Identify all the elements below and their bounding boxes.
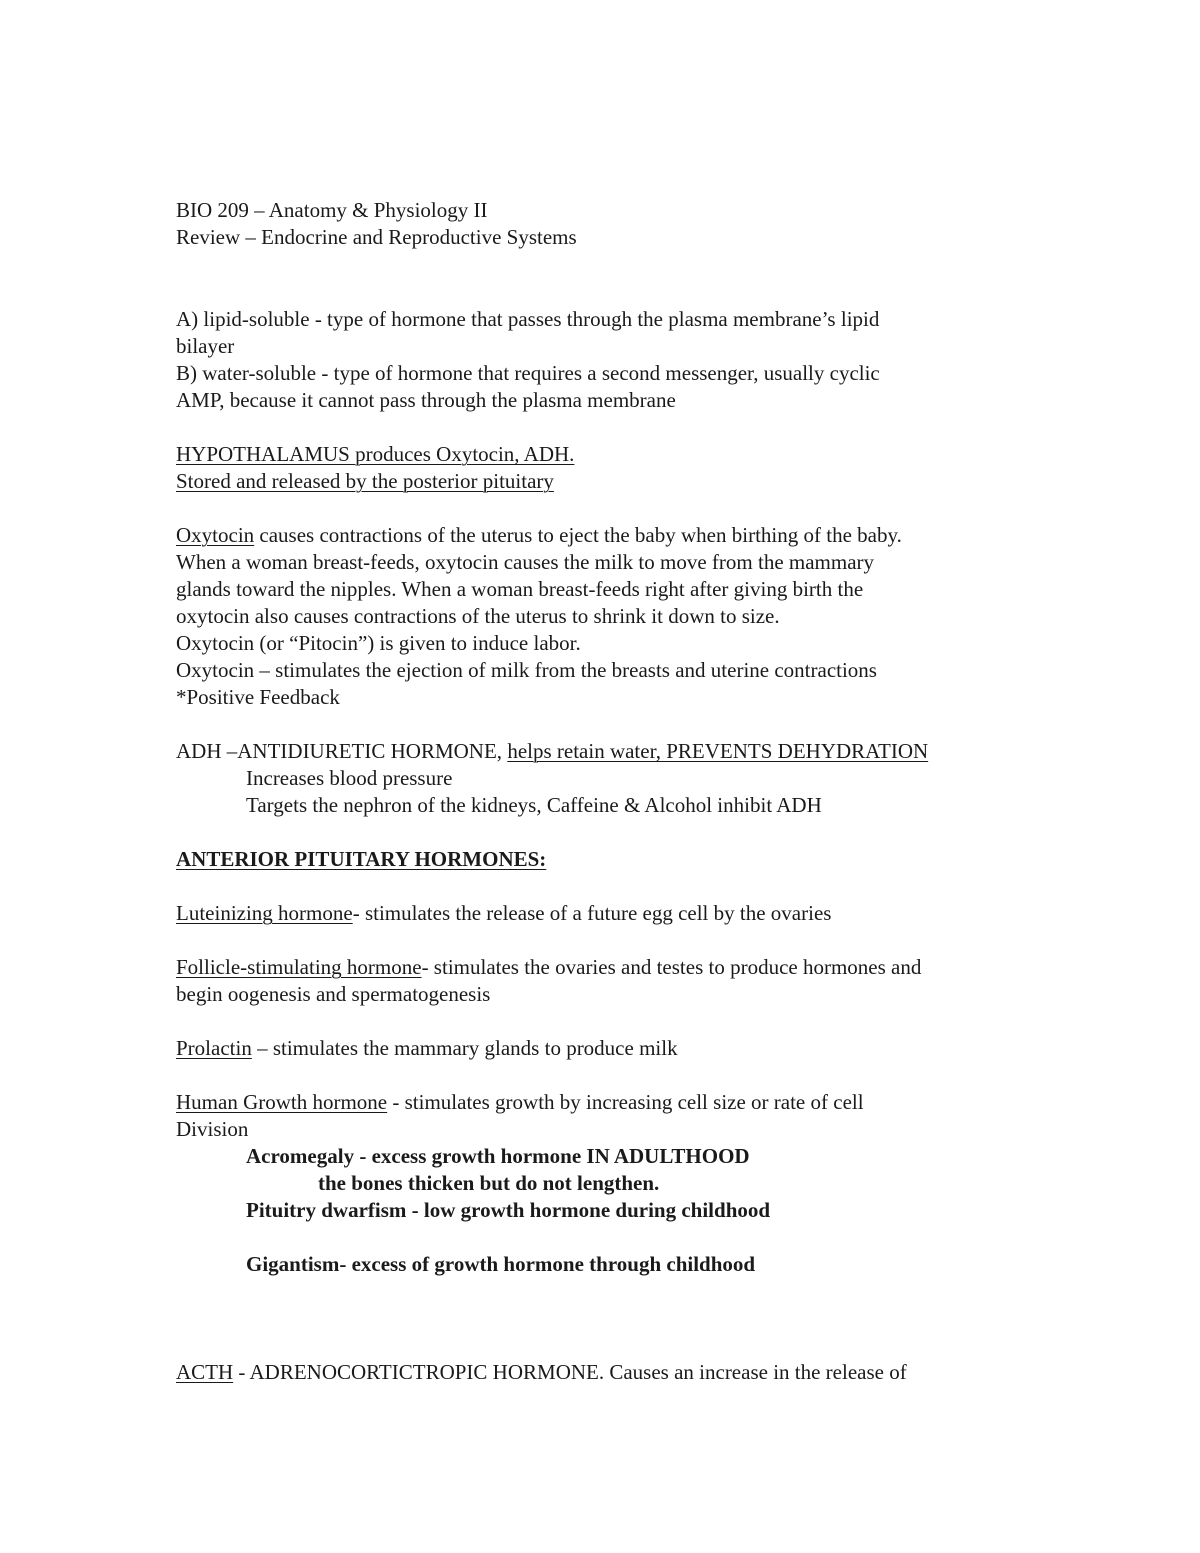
acth-term: ACTH <box>176 1360 234 1384</box>
review-title: Review – Endocrine and Reproductive Systems <box>176 225 577 249</box>
posterior-pituitary-line: Stored and released by the posterior pituitary <box>176 469 554 493</box>
lh-desc: - stimulates the release of a future egg cell by the ovaries <box>352 901 832 925</box>
lh-term: Luteinizing hormone <box>176 901 353 925</box>
adh-sub-1: Increases blood pressure <box>246 766 453 790</box>
oxytocin-line-3: glands toward the nipples. When a woman breast-feeds right after giving birth the <box>176 577 864 601</box>
lipid-soluble-line-2: bilayer <box>176 334 235 358</box>
acth-desc: - ADRENOCORTICTROPIC HORMONE. Causes an increase in the release of <box>233 1360 907 1384</box>
fsh-term: Follicle-stimulating hormone <box>176 955 422 979</box>
acromegaly-line: Acromegaly - excess growth hormone IN ADULTHOOD <box>246 1144 750 1168</box>
hgh-line <box>176 1089 864 1116</box>
oxytocin-line-1 <box>176 522 902 549</box>
hgh-desc: - stimulates growth by increasing cell size or rate of cell <box>387 1090 864 1114</box>
hgh-line-2: Division <box>176 1117 249 1141</box>
oxytocin-desc: causes contractions of the uterus to eject the baby when birthing of the baby. <box>254 523 902 547</box>
adh-underlined: helps retain water, PREVENTS DEHYDRATION <box>507 739 929 763</box>
lh-line <box>176 900 831 927</box>
prolactin-line <box>176 1035 678 1062</box>
hypothalamus-heading: HYPOTHALAMUS produces Oxytocin, ADH. <box>176 442 575 466</box>
gigantism-line: Gigantism- excess of growth hormone through childhood <box>246 1252 756 1276</box>
fsh-line-2: begin oogenesis and spermatogenesis <box>176 982 491 1006</box>
water-soluble-line: B) water-soluble - type of hormone that requires a second messenger, usually cyclic <box>176 361 880 385</box>
hgh-term: Human Growth hormone <box>176 1090 388 1114</box>
prolactin-desc: – stimulates the mammary glands to produce milk <box>251 1036 678 1060</box>
prolactin-term: Prolactin <box>176 1036 252 1060</box>
fsh-line <box>176 954 921 981</box>
oxytocin-line-5: Oxytocin (or “Pitocin”) is given to induce labor. <box>176 631 581 655</box>
lipid-soluble-line: A) lipid-soluble - type of hormone that passes through the plasma membrane’s lipid <box>176 307 880 331</box>
anterior-pituitary-heading: ANTERIOR PITUITARY HORMONES: <box>176 847 547 871</box>
adh-prefix: ADH –ANTIDIURETIC HORMONE, <box>176 739 508 763</box>
oxytocin-line-6: Oxytocin – stimulates the ejection of milk from the breasts and uterine contractions <box>176 658 877 682</box>
adh-sub-2: Targets the nephron of the kidneys, Caffeine & Alcohol inhibit ADH <box>246 793 822 817</box>
oxytocin-line-4: oxytocin also causes contractions of the uterus to shrink it down to size. <box>176 604 780 628</box>
fsh-desc: - stimulates the ovaries and testes to produce hormones and <box>421 955 922 979</box>
acromegaly-line-2: the bones thicken but do not lengthen. <box>318 1171 660 1195</box>
positive-feedback-note: *Positive Feedback <box>176 685 340 709</box>
acth-line <box>176 1359 907 1386</box>
oxytocin-line-2: When a woman breast-feeds, oxytocin causes the milk to move from the mammary <box>176 550 875 574</box>
water-soluble-line-2: AMP, because it cannot pass through the plasma membrane <box>176 388 676 412</box>
adh-heading <box>176 738 928 765</box>
dwarfism-line: Pituitry dwarfism - low growth hormone during childhood <box>246 1198 771 1222</box>
course-title: BIO 209 – Anatomy & Physiology II <box>176 198 488 222</box>
oxytocin-term: Oxytocin <box>176 523 255 547</box>
